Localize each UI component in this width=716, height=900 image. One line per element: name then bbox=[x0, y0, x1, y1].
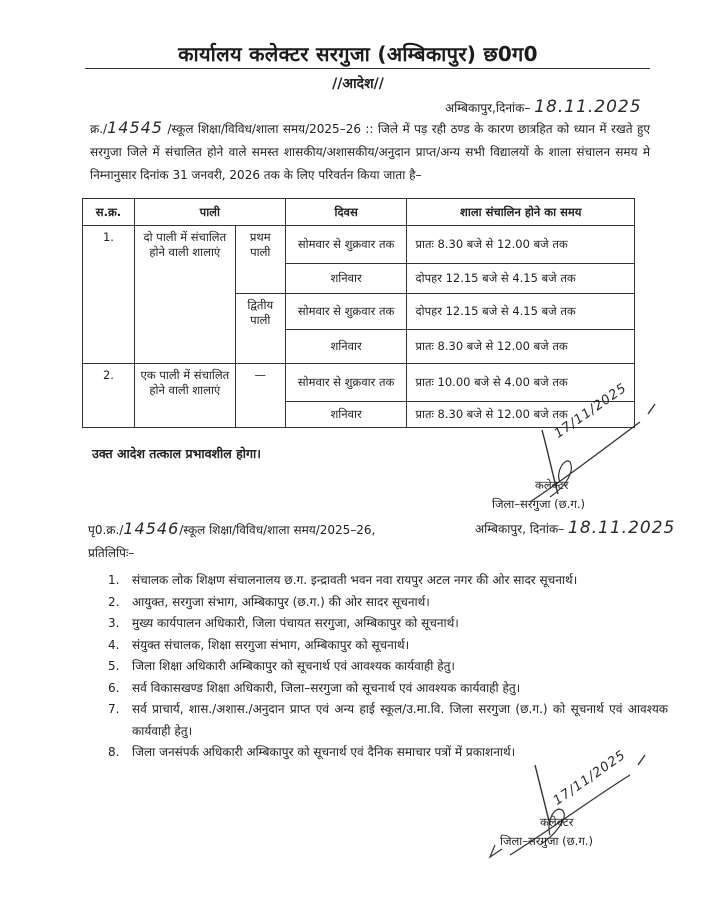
item-number: 2. bbox=[108, 594, 120, 609]
header-shift: पाली bbox=[134, 199, 285, 226]
cell-shift: प्रथम पाली bbox=[235, 226, 285, 294]
list-item bbox=[108, 699, 668, 742]
order-body: जिले में पड़ रही ठण्ड के कारण छात्रहित को ध्यान में रखते हुए सरगुजा जिले में संचालित होने वाले समस्त शासकीय/अशासकीय/अनुदान प्राप्त/अन्य सभी विद्यालयों के शाला संचालन समय मे निम्नानुसार दिनांक 31 जनवरी, 2026 तक के लिए परिवर्तन किया जाता है– bbox=[90, 122, 650, 182]
cell-time: प्रातः 10.00 बजे से 4.00 बजे तक bbox=[407, 364, 635, 402]
effective-note: उक्त आदेश तत्काल प्रभावशील होगा। bbox=[92, 446, 261, 461]
item-text: सर्व विकासखण्ड शिक्षा अधिकारी, जिला–सरगुजा को सूचनार्थ एवं आवश्यक कार्यवाही हेतु। bbox=[132, 680, 521, 695]
cell-time: प्रातः 8.30 बजे से 12.00 बजे तक bbox=[407, 402, 635, 428]
endorsement-handwritten-date: 18.11.2025 bbox=[568, 518, 676, 538]
endorsement-place-date-label: अम्बिकापुर, दिनांक– bbox=[475, 522, 565, 536]
item-text: जिला जनसंपर्क अधिकारी अम्बिकापुर को सूचनार्थ एवं दैनिक समाचार पत्रों में प्रकाशनार्थ। bbox=[132, 745, 516, 759]
signatory-designation-1: कलेक्टर bbox=[535, 478, 569, 492]
item-number: 7. bbox=[108, 702, 120, 716]
cell-time: प्रातः 8.30 बजे से 12.00 बजे तक bbox=[407, 330, 635, 364]
item-text: आयुक्त, सरगुजा संभाग, अम्बिकापुर (छ.ग.) की ओर सादर सूचनार्थ। bbox=[132, 594, 430, 609]
handwritten-date: 18.11.2025 bbox=[534, 97, 642, 117]
order-paragraph bbox=[90, 116, 650, 187]
order-number: 14545 bbox=[107, 118, 163, 137]
cell-time: दोपहर 12.15 बजे से 4.15 बजे तक bbox=[407, 294, 635, 330]
item-text: सर्व प्राचार्य, शास./अशास./अनुदान प्राप्त एवं अन्य हाई स्कूल/उ.मा.वि. जिला सरगुजा (छ.ग.) को सूचनार्थ एवं आवश्यक कार्यवाही हेतु। bbox=[132, 702, 668, 738]
endorsement-place-date bbox=[475, 518, 675, 538]
header-sno: स.क्र. bbox=[83, 199, 135, 226]
cell-sno: 2. bbox=[83, 364, 135, 428]
list-item bbox=[108, 570, 668, 592]
table-header-row bbox=[83, 199, 635, 226]
signature-2-date: 17/11/2025 bbox=[550, 747, 629, 809]
cell-sno: 1. bbox=[83, 226, 135, 364]
list-item bbox=[108, 656, 668, 678]
order-heading: //आदेश// bbox=[332, 76, 384, 92]
item-number: 6. bbox=[108, 680, 120, 695]
list-item bbox=[108, 635, 668, 657]
cell-day: शनिवार bbox=[285, 330, 407, 364]
signatory-designation-2: कलेक्टर bbox=[540, 815, 574, 829]
signatory-district-2: जिला–सरगुजा (छ.ग.) bbox=[500, 834, 593, 848]
order-place-date bbox=[445, 97, 642, 117]
cell-category: एक पाली में संचालित होने वाली शालाएं bbox=[134, 364, 235, 428]
place-date-label: अम्बिकापुर,दिनांक– bbox=[445, 101, 531, 115]
order-reference: /स्कूल शिक्षा/विविध/शाला समय/2025–26 :: bbox=[167, 122, 374, 136]
signature-1-date: 17/11/2025 bbox=[551, 380, 630, 442]
item-number: 8. bbox=[108, 745, 120, 759]
cell-day: शनिवार bbox=[285, 264, 407, 294]
item-text: संचालक लोक शिक्षण संचालनालय छ.ग. इन्द्रावती भवन नवा रायपुर अटल नगर की ओर सादर सूचनार्थ। bbox=[132, 573, 578, 587]
item-text: जिला शिक्षा अधिकारी अम्बिकापुर को सूचनार्थ एवं आवश्यक कार्यवाही हेतु। bbox=[132, 659, 455, 673]
item-text: संयुक्त संचालक, शिक्षा सरगुजा संभाग, अम्बिकापुर को सूचनार्थ। bbox=[132, 637, 410, 652]
list-item bbox=[108, 678, 668, 700]
table-row bbox=[83, 226, 635, 264]
school-timing-table bbox=[82, 198, 635, 428]
copy-to-label: प्रतिलिपिः– bbox=[88, 546, 135, 560]
item-text: मुख्य कार्यपालन अधिकारी, जिला पंचायत सरगुजा, अम्बिकापुर को सूचनार्थ। bbox=[132, 616, 459, 630]
cell-day: शनिवार bbox=[285, 402, 407, 428]
copy-recipients-list bbox=[108, 570, 668, 764]
cell-day: सोमवार से शुक्रवार तक bbox=[285, 226, 407, 264]
cell-time: प्रातः 8.30 बजे से 12.00 बजे तक bbox=[407, 226, 635, 264]
header-day: दिवस bbox=[285, 199, 407, 226]
cell-shift: — bbox=[235, 364, 285, 428]
item-number: 4. bbox=[108, 637, 120, 652]
title-underline bbox=[85, 68, 650, 69]
header-time: शाला संचालिन होने का समय bbox=[407, 199, 635, 226]
office-title: कार्यालय कलेक्टर सरगुजा (अम्बिकापुर) छ0ग0 bbox=[178, 42, 538, 66]
cell-time: दोपहर 12.15 बजे से 4.15 बजे तक bbox=[407, 264, 635, 294]
list-item bbox=[108, 592, 668, 614]
cell-day: सोमवार से शुक्रवार तक bbox=[285, 364, 407, 402]
item-number: 1. bbox=[108, 573, 120, 587]
endorsement-number: 14546 bbox=[123, 519, 180, 538]
item-number: 5. bbox=[108, 659, 120, 673]
table-row bbox=[83, 364, 635, 402]
order-number-prefix: क्र./ bbox=[90, 122, 108, 136]
endorsement-reference-line bbox=[88, 519, 375, 538]
cell-category: दो पाली में संचालित होने वाली शालाएं bbox=[134, 226, 235, 364]
endorsement-reference: /स्कूल शिक्षा/विविध/शाला समय/2025–26, bbox=[179, 523, 376, 537]
cell-day: सोमवार से शुक्रवार तक bbox=[285, 294, 407, 330]
item-number: 3. bbox=[108, 616, 120, 630]
cell-shift: द्वितीय पाली bbox=[235, 294, 285, 364]
signature-1 bbox=[520, 402, 670, 512]
list-item bbox=[108, 613, 668, 635]
signatory-district-1: जिला–सरगुजा (छ.ग.) bbox=[492, 497, 585, 511]
endorsement-number-prefix: पृ0.क्र./ bbox=[88, 523, 124, 537]
